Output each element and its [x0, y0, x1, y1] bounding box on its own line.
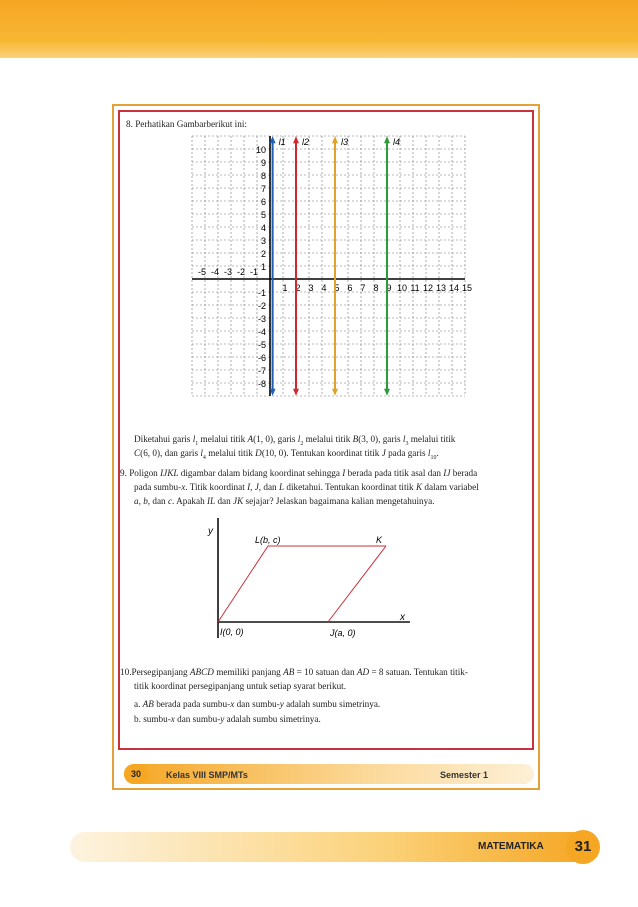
arrow-down — [332, 389, 338, 396]
q8-grid — [192, 136, 465, 396]
q9-label-I: I(0, 0) — [220, 627, 244, 637]
y-tick-label: 6 — [260, 197, 266, 207]
x-tick-label: 4 — [321, 283, 327, 293]
top-decor-bar — [0, 0, 638, 58]
line-label-4: l4 — [393, 137, 401, 148]
x-tick-label: 7 — [360, 283, 366, 293]
y-tick-label: 1 — [260, 262, 266, 272]
y-tick-label: 8 — [260, 171, 266, 181]
x-tick-label: 12 — [422, 283, 434, 293]
q8-text-line2: C(6, 0), dan garis $l_4$ melalui titik D(10, 0). Tentukan koordinat titik J pada garis $l_{10}$. — [134, 448, 439, 461]
y-tick-label: 3 — [260, 236, 266, 246]
left-footer-semester: Semester 1 — [440, 770, 489, 780]
x-tick-label: 6 — [347, 283, 353, 293]
y-tick-label: 7 — [260, 184, 266, 194]
y-tick-label: 5 — [260, 210, 266, 220]
x-tick-label: -1 — [249, 267, 259, 277]
y-tick-label: -8 — [257, 379, 266, 389]
arrow-down — [384, 389, 390, 396]
y-tick-label: 4 — [260, 223, 266, 233]
x-tick-label: 10 — [396, 283, 408, 293]
subject-label: MATEMATIKA — [478, 841, 544, 852]
line-label-3: l3 — [341, 137, 349, 148]
left-page-number: 30 — [124, 764, 148, 784]
y-tick-label: -2 — [257, 301, 266, 311]
y-tick-label: -7 — [257, 366, 266, 376]
arrow-up — [332, 136, 338, 143]
arrow-up — [293, 136, 299, 143]
arrow-down — [293, 389, 299, 396]
x-tick-label: 5 — [334, 283, 340, 293]
arrow-up — [384, 136, 390, 143]
x-tick-label: 15 — [461, 283, 473, 293]
q9-label-K: K — [376, 535, 383, 545]
q9-axis-y-label: y — [208, 526, 213, 537]
x-tick-label: 3 — [308, 283, 314, 293]
x-tick-label: -2 — [236, 267, 246, 277]
x-tick-label: 13 — [435, 283, 447, 293]
q9-line3: a, b, dan c. Apakah IL dan JK sejajar? Jelaskan bagaimana kalian mengetahuinya. — [134, 496, 435, 506]
q9-line2: pada sumbu-x. Titik koordinat I, J, dan L diketahui. Tentukan koordinat titik K dalam variabel — [134, 482, 479, 492]
q10-item-a: a. AB berada pada sumbu-x dan sumbu-y adalah sumbu simetrinya. — [134, 699, 381, 709]
q10-line2: titik koordinat persegipanjang untuk setiap syarat berikut. — [134, 681, 347, 691]
x-tick-label: 9 — [386, 283, 392, 293]
q9-line1: 9. Poligon IJKL digambar dalam bidang koordinat sehingga I berada pada titik asal dan IJ berada — [120, 468, 478, 478]
q9-label-L: L(b, c) — [255, 535, 281, 545]
page-number: 31 — [566, 830, 600, 864]
q9-polygon-diagram — [200, 510, 420, 650]
x-tick-label: -3 — [223, 267, 233, 277]
y-tick-label: -4 — [257, 327, 266, 337]
q10-line1: 10.Persegipanjang ABCD memiliki panjang AB = 10 satuan dan AD = 8 satuan. Tentukan titik- — [120, 667, 468, 677]
x-tick-label: -4 — [210, 267, 220, 277]
y-tick-label: -3 — [257, 314, 266, 324]
x-tick-label: 14 — [448, 283, 460, 293]
q9-label-J: J(a, 0) — [330, 628, 356, 638]
x-tick-label: -5 — [197, 267, 207, 277]
y-tick-label: -5 — [257, 340, 266, 350]
line-label-2: l2 — [302, 137, 310, 148]
y-tick-label: -6 — [257, 353, 266, 363]
y-tick-label: -1 — [257, 288, 266, 298]
x-tick-label: 1 — [282, 283, 288, 293]
q10-item-b: b. sumbu-x dan sumbu-y adalah sumbu simetrinya. — [134, 714, 321, 724]
line-label-1: l1 — [278, 137, 286, 148]
y-tick-label: 2 — [260, 249, 266, 259]
q8-coordinate-graph — [186, 134, 486, 406]
q9-axis-x-label: x — [400, 612, 405, 623]
x-tick-label: 8 — [373, 283, 379, 293]
y-tick-label: 10 — [255, 145, 266, 155]
q8-text-line1: Diketahui garis $l_1$ melalui titik A(1, 0), garis $l_2$ melalui titik B(3, 0), garis $l_3$ melalui titik — [134, 434, 456, 447]
left-footer-title: Kelas VIII SMP/MTs — [166, 770, 248, 780]
q8-intro: 8. Perhatikan Gambarberikut ini: — [126, 119, 247, 129]
x-tick-label: 2 — [295, 283, 301, 293]
x-tick-label: 11 — [410, 283, 420, 293]
y-tick-label: 9 — [260, 158, 266, 168]
